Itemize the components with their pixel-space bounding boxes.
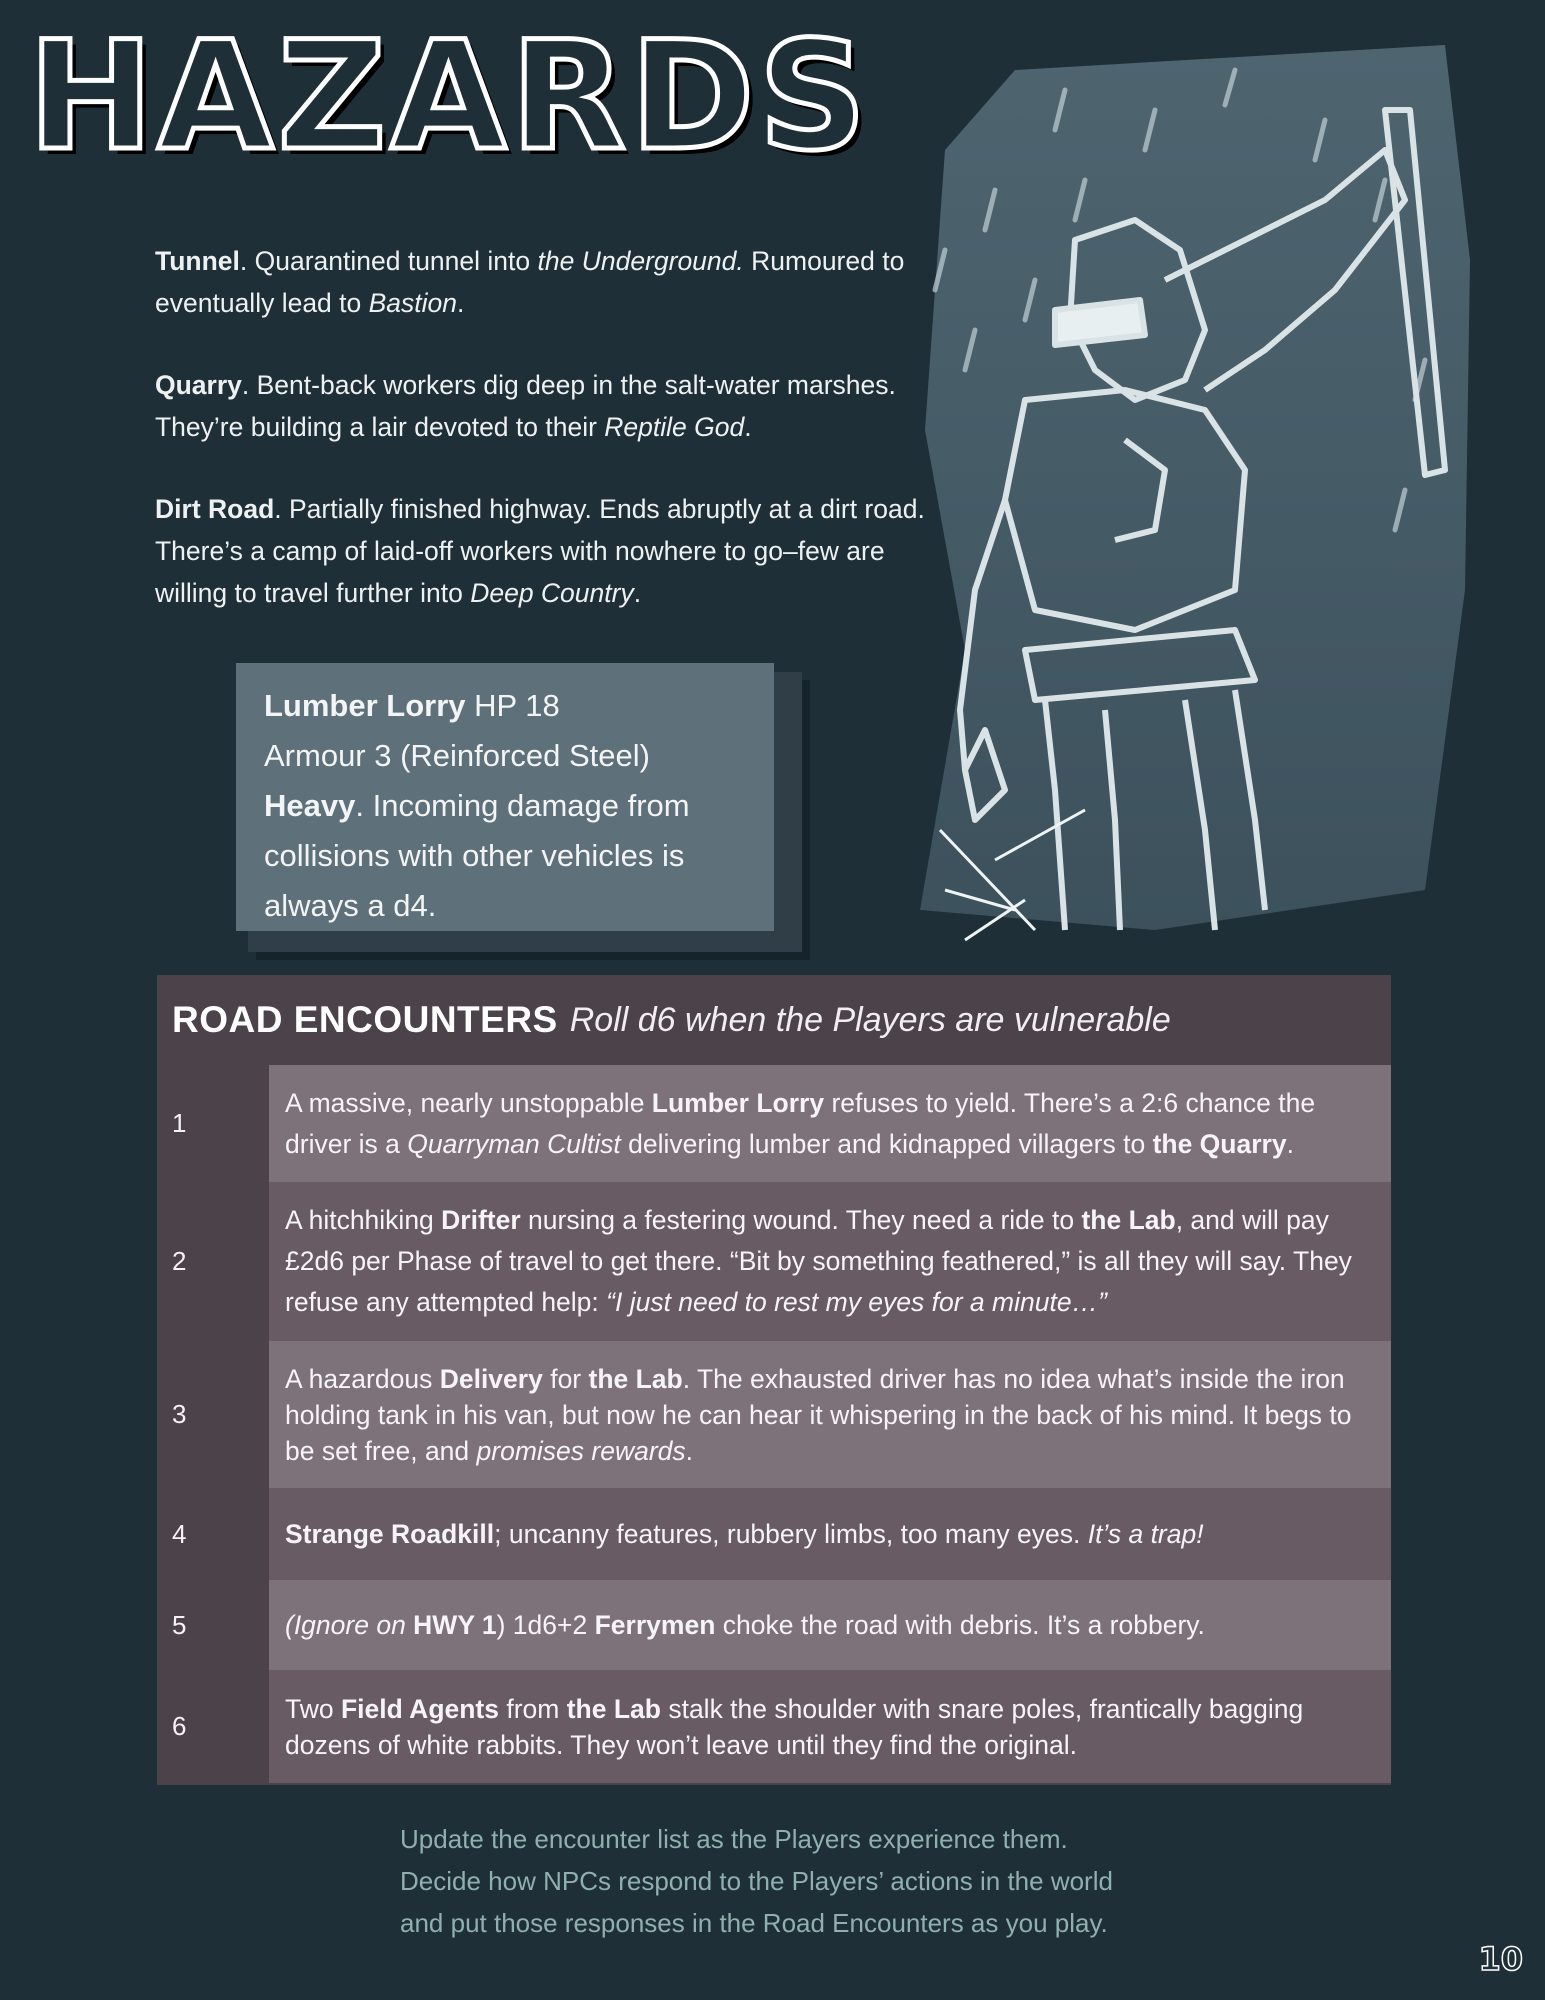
hazard-dirt-road: Dirt Road. Partially finished highway. Ends abruptly at a dirt road. There’s a camp of laid-off workers with nowhere to go–few are willing to travel further into Deep Country. (155, 494, 925, 608)
encounters-subheading: Roll d6 when the Players are vulnerable (569, 1000, 1171, 1039)
lumber-lorry-statblock: Lumber Lorry HP 18 Armour 3 (Reinforced Steel) Heavy. Incoming damage from collisions with other vehicles is always a d4. (236, 663, 774, 931)
encounter-row-5: 5 (Ignore on HWY 1) 1d6+2 Ferrymen choke the road with debris. It’s a robbery. (157, 1580, 1391, 1670)
encounter-text: Two Field Agents from the Lab stalk the shoulder with snare poles, frantically bagging dozens of white rabbits. They won’t leave until they find the original. (269, 1670, 1391, 1783)
statblock-name: Lumber Lorry (264, 688, 466, 723)
page-number: 10 (1478, 1940, 1523, 1978)
encounter-row-3: 3 A hazardous Delivery for the Lab. The exhausted driver has no idea what’s inside the iron holding tank in his van, but now he can hear it whispering in the back of his mind. It begs to be set free, and promises rewards. (157, 1341, 1391, 1488)
encounter-text: A massive, nearly unstoppable Lumber Lorry refuses to yield. There’s a 2:6 chance the driver is a Quarryman Cultist delivering lumber and kidnapped villagers to the Quarry. (269, 1065, 1391, 1182)
encounter-row-1: 1 A massive, nearly unstoppable Lumber Lorry refuses to yield. There’s a 2:6 chance the driver is a Quarryman Cultist delivering lumber and kidnapped villagers to the Quarry. (157, 1065, 1391, 1182)
lumberjack-illustration (905, 30, 1485, 970)
hazard-quarry: Quarry. Bent-back workers dig deep in the salt-water marshes. They’re building a lair devoted to their Reptile God. (155, 370, 896, 442)
encounter-text: (Ignore on HWY 1) 1d6+2 Ferrymen choke the road with debris. It’s a robbery. (269, 1580, 1391, 1670)
statblock-armour: Armour 3 (Reinforced Steel) (264, 738, 650, 773)
footer-note: Update the encounter list as the Players experience them. Decide how NPCs respond to the Players’ actions in the world and put those responses in the Road Encounters as you play. (400, 1824, 1113, 1938)
road-encounters-table (157, 975, 1391, 1785)
encounter-text: Strange Roadkill; uncanny features, rubbery limbs, too many eyes. It’s a trap! (269, 1488, 1391, 1580)
encounter-row-4: 4 Strange Roadkill; uncanny features, rubbery limbs, too many eyes. It’s a trap! (157, 1488, 1391, 1580)
encounter-row-2: 2 A hitchhiking Drifter nursing a festering wound. They need a ride to the Lab, and will pay £2d6 per Phase of travel to get there. “Bit by something feathered,” is all they will say. They refuse any attempted help: “I just need to rest my eyes for a minute…” (157, 1182, 1391, 1341)
statblock-trait-name: Heavy (264, 788, 356, 823)
encounter-text: A hazardous Delivery for the Lab. The exhausted driver has no idea what’s inside the iron holding tank in his van, but now he can hear it whispering in the back of his mind. It begs to be set free, and promises rewards. (269, 1341, 1391, 1488)
encounters-header (157, 975, 1391, 1065)
encounter-text: A hitchhiking Drifter nursing a festering wound. They need a ride to the Lab, and will pay £2d6 per Phase of travel to get there. “Bit by something feathered,” is all they will say. They refuse any attempted help: “I just need to rest my eyes for a minute…” (269, 1182, 1391, 1341)
encounter-row-6: 6 Two Field Agents from the Lab stalk the shoulder with snare poles, frantically bagging dozens of white rabbits. They won’t leave until they find the original. (157, 1670, 1391, 1783)
page-title: HAZARDS (28, 10, 871, 184)
encounters-heading: ROAD ENCOUNTERS (172, 999, 558, 1040)
hazard-tunnel: Tunnel. Quarantined tunnel into the Underground. Rumoured to eventually lead to Bastion. (155, 246, 905, 318)
